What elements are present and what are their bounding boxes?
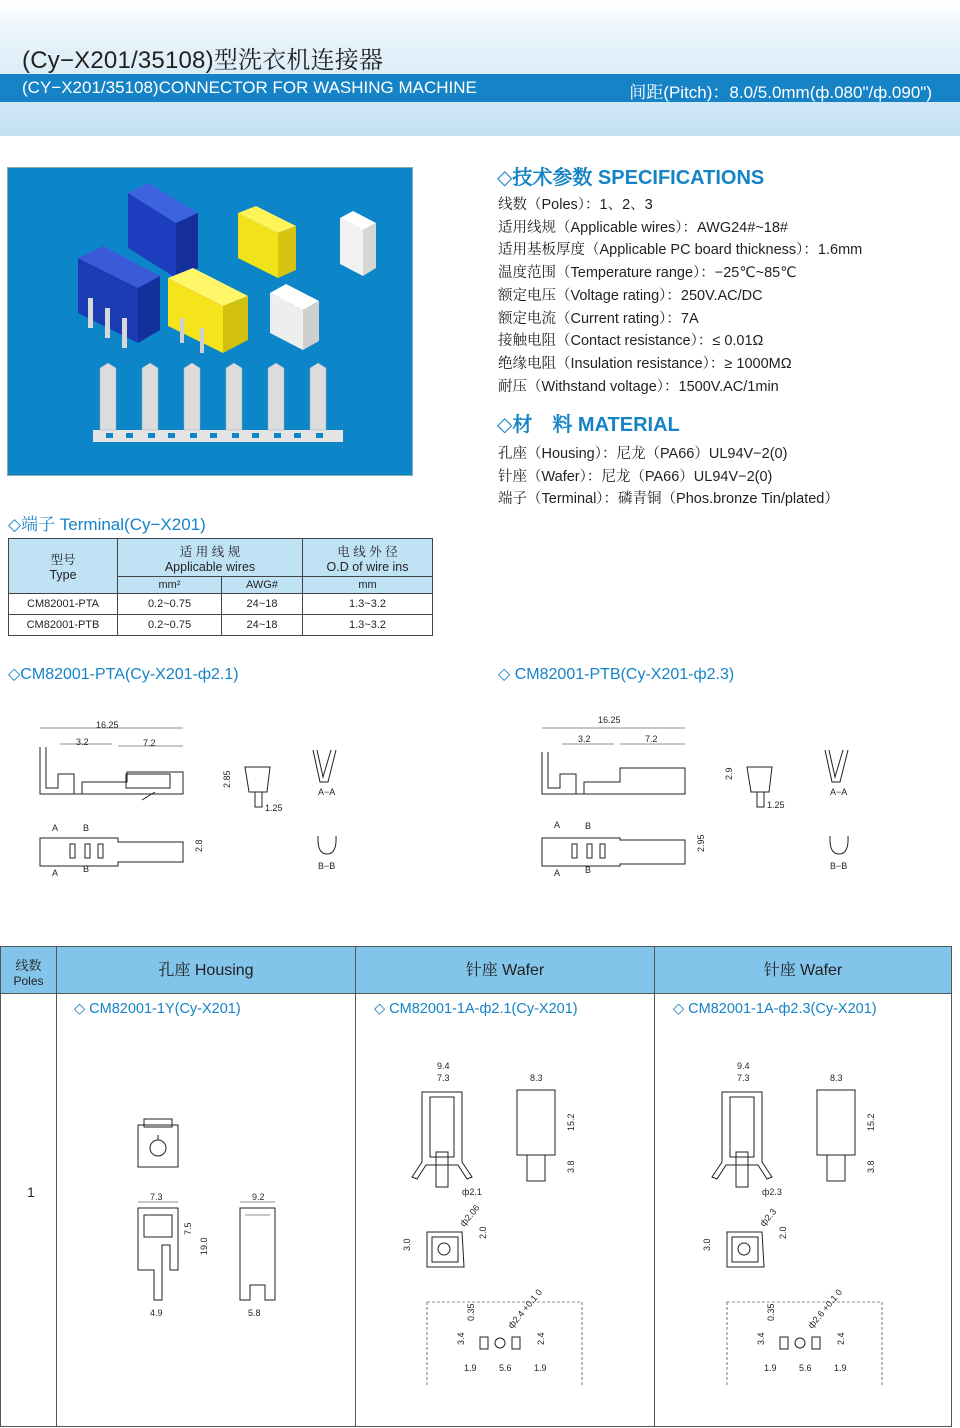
spec-item: 耐压（Withstand voltage）：1500V.AC/1min <box>498 378 779 395</box>
dim-label: 15.2 <box>866 1113 876 1131</box>
dim-label: 9.4 <box>737 1061 750 1071</box>
dim-label: 7.2 <box>143 738 156 748</box>
wafer2-caption: ◇ CM82001-1A-ф2.3(Cy-X201) <box>673 1001 877 1017</box>
dim-label: 3.8 <box>566 1160 576 1173</box>
section-a-mark: A <box>52 868 59 878</box>
material-item: 针座（Wafer）：尼龙（PA66）UL94V−2(0) <box>498 468 773 485</box>
dim-label: 1.9 <box>464 1363 477 1373</box>
dim-label: 7.3 <box>150 1192 163 1202</box>
spec-item: 额定电流（Current rating）：7A <box>498 310 699 327</box>
dim-label: 3.4 <box>756 1332 766 1345</box>
dim-label: 3.2 <box>76 737 89 747</box>
dim-label: 8.3 <box>830 1073 843 1083</box>
section-b-mark: B <box>83 823 90 833</box>
cell-awg: 24~18 <box>222 594 303 615</box>
poles-cell <box>0 993 57 1427</box>
dim-label: 1.25 <box>265 803 283 813</box>
pta-drawing <box>30 712 390 887</box>
material-list <box>498 443 839 511</box>
dim-label: 3.0 <box>402 1238 412 1251</box>
housing-caption: ◇ CM82001-1Y(Cy-X201) <box>74 1001 241 1017</box>
dim-label: 1.25 <box>767 800 785 810</box>
spec-item: 适用基板厚度（Applicable PC board thickness）：1.6mm <box>498 242 863 259</box>
section-aa-label: A−A <box>318 787 336 797</box>
section-b-mark: B <box>585 865 592 875</box>
unit-awg: AWG# <box>222 577 303 594</box>
cell-od: 1.3~3.2 <box>303 594 433 615</box>
pitch-label: 间距(Pitch)：8.0/5.0mm(ф.080"/ф.090") <box>629 83 932 102</box>
wafer1-header: 针座 Wafer <box>355 946 655 994</box>
material-item: 端子（Terminal）：磷青铜（Phos.bronze Tin/plated） <box>498 491 839 508</box>
dim-label: 5.6 <box>499 1363 512 1373</box>
dim-label: 8.3 <box>530 1073 543 1083</box>
section-a-mark: A <box>52 823 59 833</box>
dim-label: 9.4 <box>437 1061 450 1071</box>
cell-mm2: 0.2~0.75 <box>118 594 222 615</box>
ptb-caption: ◇ CM82001-PTB(Cy-X201-ф2.3) <box>498 666 735 683</box>
od-header-en: O.D of wire ins <box>326 559 409 574</box>
dim-label: 1.9 <box>764 1363 777 1373</box>
dim-label: 2.9 <box>724 767 734 780</box>
specs-heading: ◇技术参数 SPECIFICATIONS <box>497 167 765 189</box>
dim-label: 1.9 <box>834 1363 847 1373</box>
section-bb-label: B−B <box>830 861 848 871</box>
spec-item: 绝缘电阻（Insulation resistance）：≥ 1000MΩ <box>498 355 792 372</box>
section-a-mark: A <box>554 820 561 830</box>
ptb-drawing <box>532 712 892 887</box>
wire-header-cn: 适 用 线 规 <box>179 544 241 559</box>
dim-label: 2.0 <box>778 1226 788 1239</box>
dim-label: 16.25 <box>598 715 621 725</box>
dim-label: 7.3 <box>437 1073 450 1083</box>
od-header <box>303 539 433 577</box>
spec-item: 温度范围（Temperature range）：−25℃~85℃ <box>498 265 797 282</box>
dim-label: 1.9 <box>534 1363 547 1373</box>
dim-label: 2.85 <box>222 770 232 788</box>
specs-list <box>498 194 862 398</box>
dim-label: 7.2 <box>645 734 658 744</box>
section-a-mark: A <box>554 868 561 878</box>
od-header-cn: 电 线 外 径 <box>337 544 398 559</box>
type-header-cn: 型号 <box>50 553 76 567</box>
section-b-mark: B <box>83 864 90 874</box>
terminal-strip-image <box>93 363 343 442</box>
section-aa-label: A−A <box>830 787 848 797</box>
dim-label: 0.35 <box>466 1303 476 1321</box>
cell-type: CM82001-PTB <box>9 615 118 636</box>
dim-label: 5.6 <box>799 1363 812 1373</box>
dim-label: 2.8 <box>194 839 204 852</box>
table-row <box>9 615 433 636</box>
dim-label: ф2.1 <box>462 1187 482 1197</box>
type-header <box>9 539 118 594</box>
poles-header-cn: 线数 <box>15 958 42 973</box>
pta-caption: ◇CM82001-PTA(Cy-X201-ф2.1) <box>8 666 239 683</box>
spec-item: 线数（Poles）：1、2、3 <box>498 197 653 213</box>
poles-header <box>0 946 57 994</box>
dim-label: 3.0 <box>702 1238 712 1251</box>
housing-drawing <box>120 1115 290 1325</box>
housing-header: 孔座 Housing <box>56 946 356 994</box>
terminal-heading: ◇端子 Terminal(Cy−X201) <box>8 515 206 534</box>
unit-mm2: mm² <box>118 577 222 594</box>
page-subtitle: (CY−X201/35108)CONNECTOR FOR WASHING MACHINE <box>22 78 477 97</box>
dim-label: 3.4 <box>456 1332 466 1345</box>
dim-label: 7.3 <box>737 1073 750 1083</box>
poles-value: 1 <box>27 1184 35 1200</box>
wafer2-header: 针座 Wafer <box>654 946 952 994</box>
dim-label: 3.8 <box>866 1160 876 1173</box>
dim-label: 2.4 <box>536 1332 546 1345</box>
spec-item: 接触电阻（Contact resistance）：≤ 0.01Ω <box>498 333 764 350</box>
dim-label: ф2.3 <box>762 1187 782 1197</box>
dim-label: ф2.3 <box>757 1206 779 1229</box>
section-bb-label: B−B <box>318 861 336 871</box>
material-heading: ◇材 料 MATERIAL <box>497 414 680 436</box>
cell-type: CM82001-PTA <box>9 594 118 615</box>
section-b-mark: B <box>585 821 592 831</box>
wafer1-drawing <box>392 1057 612 1387</box>
table-row <box>9 594 433 615</box>
dim-label: 2.95 <box>696 834 706 852</box>
spec-item: 额定电压（Voltage rating）：250V.AC/DC <box>498 287 763 304</box>
spec-item: 适用线规（Applicable wires）：AWG24#~18# <box>498 219 788 236</box>
wire-header <box>118 539 303 577</box>
dim-label: ф2.6 +0.1 0 <box>805 1287 845 1331</box>
dim-label: 7.5 <box>183 1222 193 1235</box>
type-header-en: Type <box>49 568 77 582</box>
cell-od: 1.3~3.2 <box>303 615 433 636</box>
dim-label: 2.0 <box>478 1226 488 1239</box>
dim-label: 2.4 <box>836 1332 846 1345</box>
dim-label: ф2.06 <box>457 1202 482 1229</box>
unit-mm: mm <box>303 577 433 594</box>
wafer2-drawing <box>692 1057 912 1387</box>
cell-mm2: 0.2~0.75 <box>118 615 222 636</box>
dim-label: 0.35 <box>766 1303 776 1321</box>
dim-label: ф2.4 +0.1 0 <box>505 1287 545 1331</box>
dim-label: 15.2 <box>566 1113 576 1131</box>
dim-label: 9.2 <box>252 1192 265 1202</box>
product-photo <box>7 167 413 476</box>
material-item: 孔座（Housing）：尼龙（PA66）UL94V−2(0) <box>498 446 788 462</box>
cell-awg: 24~18 <box>222 615 303 636</box>
dim-label: 3.2 <box>578 734 591 744</box>
dim-label: 16.25 <box>96 720 119 730</box>
dim-label: 4.9 <box>150 1308 163 1318</box>
wire-header-en: Applicable wires <box>164 559 256 574</box>
dim-label: 19.0 <box>199 1237 209 1255</box>
dim-label: 5.8 <box>248 1308 261 1318</box>
wafer1-caption: ◇ CM82001-1A-ф2.1(Cy-X201) <box>374 1001 578 1017</box>
page-title: (Cy−X201/35108)型洗衣机连接器 <box>22 47 384 74</box>
poles-header-en: Poles <box>13 974 44 988</box>
terminal-table <box>8 538 433 636</box>
